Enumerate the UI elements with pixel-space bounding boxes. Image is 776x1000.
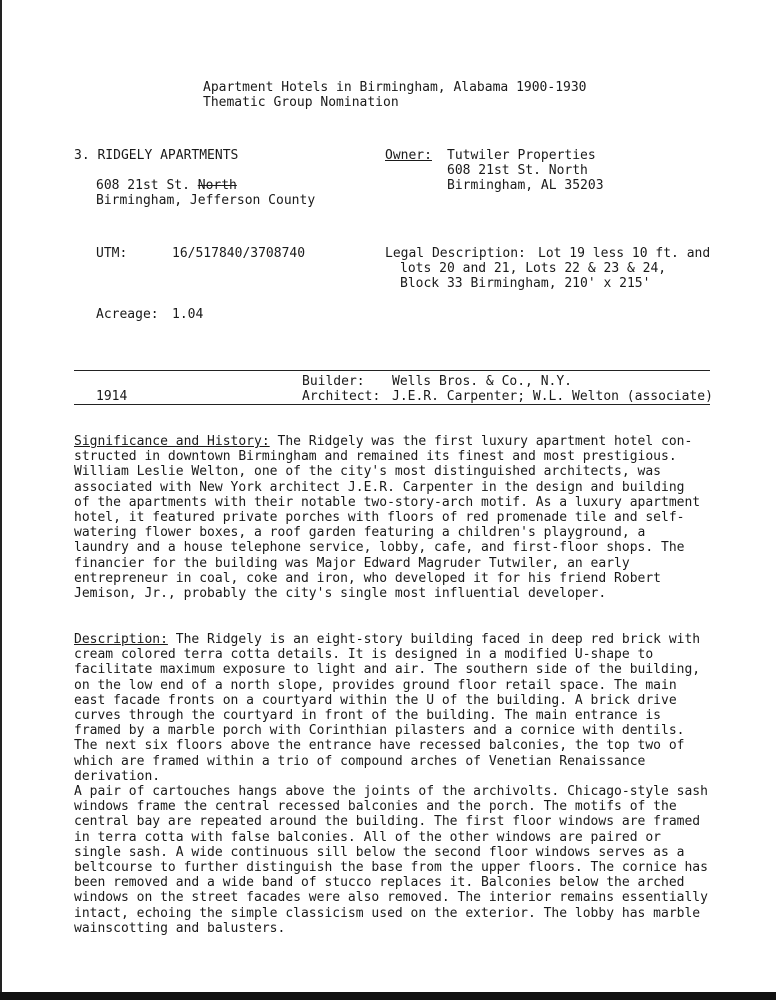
address-street-text: 608 21st St. [96, 178, 198, 193]
description-paragraph [74, 632, 734, 936]
builder-value: Wells Bros. & Co., N.Y. [392, 374, 573, 389]
significance-heading: Significance and History: [74, 434, 270, 449]
construction-year: 1914 [96, 389, 128, 404]
legal-description-label: Legal Description: [385, 246, 526, 261]
description-text: The Ridgely is an eight-story building faced in deep red brick with cream colored terra cotta details. It is designed in a modified U-shape to facilitate maximum exposure to light and air. The southern side of the building, on the low end of a north slope, provides ground floor retail space. The main east facade fronts on a courtyard within the U of the building. A brick drive curves through the courtyard in front of the building. The main entrance is framed by a marble porch with Corinthian pilasters and a cornice with dentils. The next six floors above the entrance have recessed balconies, the top two of which are framed within a trio of compound arches of Venetian Renaissance derivation. A pair of cartouches hangs above the joints of the archivolts. Chicago-style sash windows frame the central recessed balconies and the porch. The motifs of the central bay are repeated around the building. The first floor windows are framed in terra cotta with false balconies. All of the other windows are paired or single sash. A wide continuous sill below the second floor windows serves as a beltcourse to further distinguish the base from the upper floors. The cornice has been removed and a wide band of stucco replaces it. Balconies below the arched windows on the street facades were also removed. The interior remains essentially intact, echoing the simple classicism used on the exterior. The lobby has marble wainscotting and balusters. [74, 632, 708, 936]
legal-description-line-2: lots 20 and 21, Lots 22 & 23 & 24, [400, 261, 667, 276]
significance-paragraph [74, 434, 734, 601]
owner-street: 608 21st St. North [447, 163, 588, 178]
significance-text: The Ridgely was the first luxury apartment hotel con- structed in downtown Birmingham and remained its finest and most prestigious. William Leslie Welton, one of the city's most distinguished architects, was associated with New York architect J.E.R. Carpenter in the design and building of the apartments with their notable two-story-arch motif. As a luxury apartment hotel, it featured private porches with floors of red promenade tile and self- watering flower boxes, a roof garden featuring a children's playground, a laundry and a house telephone service, lobby, cafe, and first-floor shops. The financier for the building was Major Edward Magruder Tutwiler, an early entrepreneur in coal, coke and iron, who developed it for his friend Robert Jemison, Jr., probably the city's single most influential developer. [74, 434, 701, 602]
utm-label: UTM: [96, 246, 128, 261]
acreage-value: 1.04 [172, 307, 204, 322]
builder-label: Builder: [302, 374, 365, 389]
utm-value: 16/517840/3708740 [172, 246, 306, 261]
property-address-city: Birmingham, Jefferson County [96, 193, 316, 208]
document-title: Apartment Hotels in Birmingham, Alabama 1900-1930 [203, 80, 587, 95]
owner-label: Owner: [385, 148, 432, 163]
construction-bottom-rule [74, 404, 710, 405]
legal-description-line-3: Block 33 Birmingham, 210' x 215' [400, 276, 651, 291]
bottom-page-edge [0, 992, 776, 1000]
left-page-edge [0, 0, 2, 1000]
architect-value: J.E.R. Carpenter; W.L. Welton (associate) [392, 389, 713, 404]
architect-label: Architect: [302, 389, 381, 404]
document-subtitle: Thematic Group Nomination [203, 95, 399, 110]
property-name: 3. RIDGELY APARTMENTS [74, 148, 239, 163]
acreage-label: Acreage: [96, 307, 159, 322]
description-heading: Description: [74, 632, 168, 647]
address-struck-text: North [197, 178, 237, 193]
construction-top-rule [74, 370, 710, 371]
owner-city: Birmingham, AL 35203 [447, 178, 604, 193]
property-address-street [96, 178, 237, 193]
owner-name: Tutwiler Properties [447, 148, 596, 163]
legal-description-line-1: Lot 19 less 10 ft. and [538, 246, 711, 261]
